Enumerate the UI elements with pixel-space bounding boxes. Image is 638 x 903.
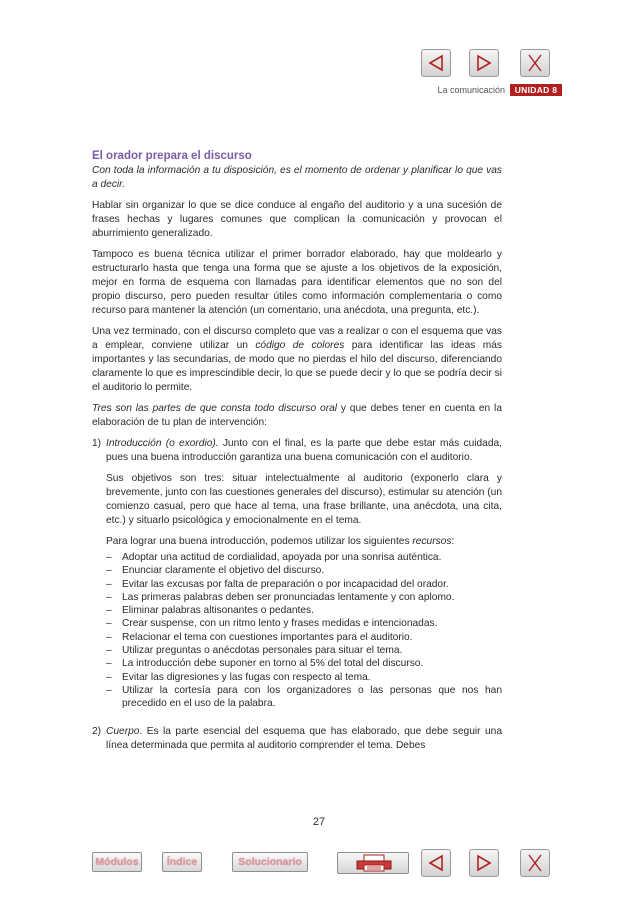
text: Junto con el final, es la parte que debe estar más cuidada, pues una buena introducción garantiza una buena comunicación con el auditorio. [106, 438, 502, 463]
item-paragraph [106, 535, 502, 549]
list-number: 1) [92, 438, 102, 449]
list-item: – La introducción debe suponer en torno al 5% del total del discurso. [106, 658, 424, 670]
section-subtitle: Con toda la información a tu disposición, es el momento de ordenar y planificar lo que vas a decir. [92, 165, 502, 190]
list-number: 2) [92, 725, 102, 737]
triangle-left-icon [422, 850, 450, 876]
header-section-title: La comunicación [437, 85, 505, 95]
text: : [451, 536, 455, 547]
text: . Es la parte esencial del esquema que has elaborado, que debe seguir una línea determinada que permita al auditorio comprender el tema. Debes [106, 725, 502, 751]
footer-previous-button[interactable] [421, 849, 451, 877]
list-item: – Crear suspense, con un ritmo lento y frases medidas e intencionadas. [106, 618, 438, 630]
list-item-cuerpo [92, 725, 502, 760]
emphasis: código de colores [255, 340, 345, 351]
triangle-right-icon [470, 850, 498, 876]
indice-button[interactable]: Índice [162, 852, 202, 872]
emphasis: Tres son las partes de que consta todo discurso oral [92, 403, 338, 414]
emphasis: Introducción (o exordio). [106, 438, 219, 449]
paragraph-2: Tampoco es buena técnica utilizar el primer borrador elaborado, hay que moldearlo y estructurarlo hasta que tenga una forma que se ajuste a los objetivos de la exposición, mejor en forma de esquema con llamadas para identificar elementos que no son del propio discurso, pero pueden resultar útiles como información complementaria o como recurso para mantener la atención (un comentario, una anécdota, una pregunta, etc.). [92, 249, 502, 316]
text: Para lograr una buena introducción, podemos utilizar los siguientes [106, 536, 413, 547]
close-x-icon [521, 50, 549, 76]
close-x-icon [521, 850, 549, 876]
text: y que debes tener en cuenta en la elaboración de tu plan de intervención: [92, 403, 502, 428]
printer-icon [354, 854, 394, 872]
triangle-right-icon [470, 50, 498, 76]
print-button[interactable] [337, 852, 409, 874]
emphasis: Cuerpo [106, 725, 140, 737]
list-item: – Evitar las digresiones y las fugas con respecto al tema. [106, 671, 371, 683]
item-paragraph [106, 725, 502, 753]
list-item: – Adoptar una actitud de cordialidad, apoyada por una sonrisa auténtica. [106, 552, 442, 563]
page-number: 27 [312, 816, 326, 828]
paragraph-4 [92, 402, 502, 430]
next-page-button[interactable] [469, 49, 499, 77]
main-content [92, 148, 502, 767]
list-item: – Evitar las excusas por falta de preparación o por incapacidad del orador. [106, 578, 449, 590]
resources-list [106, 551, 502, 711]
footer-next-button[interactable] [469, 849, 499, 877]
list-item: – Enunciar claramente el objetivo del discurso. [106, 565, 325, 577]
unit-badge: UNIDAD 8 [510, 84, 562, 96]
modulos-button[interactable]: Módulos [92, 852, 142, 872]
list-item: – Utilizar la cortesía para con los organizadores o las personas que nos han precedido en el uso de la palabra. [106, 684, 502, 710]
item-paragraph [106, 437, 502, 465]
triangle-left-icon [422, 50, 450, 76]
close-button[interactable] [520, 49, 550, 77]
text: Una vez terminado, con el discurso completo que vas a realizar o con el esquema que vas a emplear, conviene utilizar un [92, 326, 502, 351]
solucionario-button[interactable]: Solucionario [232, 852, 308, 872]
list-item: – Eliminar palabras altisonantes o pedantes. [106, 605, 314, 617]
previous-page-button[interactable] [421, 49, 451, 77]
section-title: El orador prepara el discurso [92, 150, 252, 162]
paragraph-3 [92, 325, 502, 395]
list-item: – Relacionar el tema con cuestiones importantes para el auditorio. [106, 631, 413, 643]
emphasis: recursos [412, 536, 452, 547]
text: para identificar las ideas más importantes y las secundarias, de modo que no pierdas el hilo del discurso, diferenciando claramente lo que es imprescindible decir, lo que se puede decir y lo que se podría decir si el auditorio lo permite. [92, 340, 502, 393]
item-paragraph: Sus objetivos son tres: situar intelectualmente al auditorio (exponerlo clara y brevemente, junto con las cuestiones generales del discurso), estimular su atención (un comienzo casual, pero que hace al tema, una frase brillante, una anécdota, una cita, etc.) y situarlo psicológica y emocionalmente en el tema. [106, 473, 502, 526]
list-item: – Las primeras palabras deben ser pronunciadas lentamente y con aplomo. [106, 591, 455, 603]
list-item-introduccion [92, 437, 502, 718]
list-item: – Utilizar preguntas o anécdotas personales para situar el tema. [106, 645, 403, 657]
paragraph-1: Hablar sin organizar lo que se dice conduce al engaño del auditorio y a una sucesión de frases hechas y lugares comunes que complican la comunicación y provocan el aburrimiento generalizado. [92, 200, 502, 239]
footer-close-button[interactable] [520, 849, 550, 877]
